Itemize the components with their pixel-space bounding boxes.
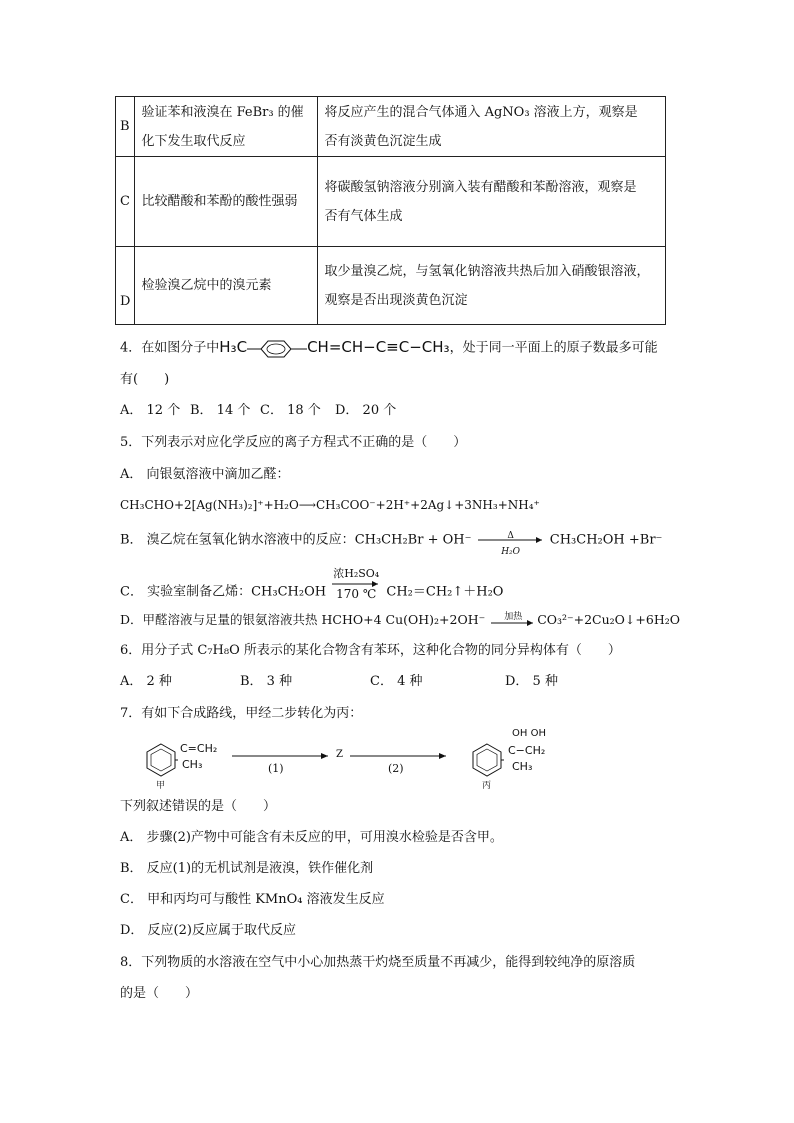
method-text-line: 将碳酸氢钠溶液分别滴入装有醋酸和苯酚溶液，观察是 — [324, 179, 637, 195]
reaction-arrow — [330, 567, 382, 602]
arrow-icon — [489, 611, 537, 631]
option-letter: C — [116, 157, 135, 247]
table-row — [116, 97, 666, 157]
question-7-stem: 7．有如下合成路线，甲经二步转化为丙： — [120, 706, 363, 721]
q5-d-reactants: D．甲醛溶液与足量的银氨溶液共热 HCHO+4 Cu(OH)₂+2OH⁻ — [120, 612, 486, 627]
jia-substituent: C=CH₂ — [180, 742, 218, 755]
intermediate-label: Z — [336, 749, 343, 760]
option-letter: D — [116, 247, 135, 325]
step-2-label: (2) — [388, 762, 404, 775]
arrow-condition-top: 加热 — [504, 611, 523, 622]
question-8-line1: 8．下列物质的水溶液在空气中小心加热蒸干灼烧至质量不再减少，能得到较纯净的原溶质 — [120, 955, 636, 970]
q5-option-c — [120, 567, 504, 603]
option-d: D． 反应(2)反应属于取代反应 — [120, 923, 296, 938]
q5-c-reactant: CH₃CH₂OH — [251, 584, 327, 600]
step-1-label: (1) — [268, 762, 284, 775]
option-c: C． 18 个 — [260, 403, 321, 418]
experiment-table — [115, 96, 666, 325]
option-a: A． 12 个 — [120, 403, 181, 418]
option-d: D． 20 个 — [335, 403, 397, 418]
benzene-ring-icon — [470, 742, 504, 778]
q5-c-products: CH₂＝CH₂↑＋H₂O — [386, 584, 504, 600]
molecule-structure — [219, 337, 449, 359]
goal-text-line: 验证苯和液溴在 FeBr₃ 的催 — [141, 104, 304, 120]
experiment-method — [318, 157, 666, 247]
benzene-ring-icon — [247, 339, 307, 359]
compound-bing-label: 丙 — [482, 781, 492, 791]
reaction-arrow — [489, 611, 537, 631]
arrow-icon — [350, 750, 450, 762]
method-text-line: 否有淡黄色沉淀生成 — [324, 133, 442, 149]
alkene-alkyne-chain: CH=CH−C≡C−CH₃ — [307, 338, 450, 356]
q4-suffix: ，处于同一平面上的原子数最多可能 — [449, 340, 658, 356]
question-4-options — [120, 401, 396, 421]
option-letter: B — [116, 97, 135, 157]
option-d: D． 5 种 — [505, 674, 558, 689]
question-8-line2: 的是（ ） — [120, 986, 199, 1001]
q5-d-products: CO₃²⁻+2Cu₂O↓+6H₂O — [537, 612, 680, 627]
goal-text-line: 比较醋酸和苯酚的酸性强弱 — [141, 194, 298, 209]
experiment-goal — [135, 247, 318, 325]
option-c: C． 甲和丙均可与酸性 KMnO₄ 溶液发生反应 — [120, 892, 385, 907]
q5-option-d — [120, 610, 680, 631]
method-text-line: 观察是否出现淡黄色沉淀 — [324, 292, 468, 308]
bing-methyl: CH₃ — [512, 760, 533, 773]
experiment-goal — [135, 157, 318, 247]
question-4-stem — [120, 337, 658, 359]
synthesis-scheme — [140, 728, 580, 794]
question-5-stem: 5．下列表示对应化学反应的离子方程式不正确的是（ ） — [120, 435, 467, 450]
q5-b-label: B． 溴乙烷在氢氧化钠水溶液中的反应： — [120, 532, 355, 548]
benzene-ring-icon — [144, 742, 178, 778]
option-b: B． 3 种 — [240, 674, 293, 689]
arrow-condition-top: 浓H₂SO₄ — [333, 567, 380, 580]
experiment-goal — [135, 97, 318, 157]
goal-text-line: 化下发生取代反应 — [141, 133, 246, 149]
q5-option-a-label: A． 向银氨溶液中滴加乙醛： — [120, 467, 290, 482]
question-6-stem: 6．用分子式 C₇H₈O 所表示的某化合物含有苯环，这种化合物的同分异构体有（ ） — [120, 643, 621, 658]
q5-option-a-equation: CH₃CHO+2[Ag(NH₃)₂]⁺+H₂O⟶CH₃COO⁻+2H⁺+2Ag↓+3NH₃+NH₄⁺ — [120, 498, 540, 512]
arrow-condition-bottom: H₂O — [501, 547, 521, 557]
arrow-condition-bottom: 170 ℃ — [336, 587, 377, 601]
option-b: B． 反应(1)的无机试剂是液溴，铁作催化剂 — [120, 861, 374, 876]
q4-prefix: 4．在如图分子中 — [120, 340, 220, 356]
goal-text-line: 检验溴乙烷中的溴元素 — [141, 278, 272, 293]
question-4-line2: 有( ) — [120, 372, 170, 387]
q5-b-products: CH₃CH₂OH +Br⁻ — [549, 532, 663, 548]
compound-jia-label: 甲 — [156, 781, 166, 791]
q5-option-b — [120, 530, 663, 557]
question-6-options — [120, 672, 558, 692]
option-c: C． 4 种 — [370, 674, 423, 689]
reaction-arrow — [476, 530, 546, 557]
jia-methyl: CH₃ — [182, 758, 203, 771]
arrow-icon — [232, 750, 332, 762]
option-a: A． 2 种 — [120, 674, 172, 689]
bing-substituent: C−CH₂ — [508, 744, 546, 757]
bing-hydroxyl-groups: OH OH — [512, 728, 546, 739]
experiment-method — [318, 247, 666, 325]
q5-c-label: C． 实验室制备乙烯： — [120, 584, 252, 600]
method-text-line: 否有气体生成 — [324, 208, 403, 224]
method-text-line: 将反应产生的混合气体通入 AgNO₃ 溶液上方，观察是 — [324, 104, 638, 120]
methyl-group: H₃C — [219, 338, 248, 356]
experiment-method — [318, 97, 666, 157]
option-a: A． 步骤(2)产物中可能含有未反应的甲，可用溴水检验是否含甲。 — [120, 830, 503, 845]
question-7-question: 下列叙述错误的是（ ） — [120, 799, 277, 814]
option-b: B． 14 个 — [190, 403, 251, 418]
method-text-line: 取少量溴乙烷，与氢氧化钠溶液共热后加入硝酸银溶液， — [324, 263, 650, 279]
table-row — [116, 247, 666, 325]
arrow-condition-top: Δ — [507, 531, 514, 541]
table-row — [116, 157, 666, 247]
q5-b-reactants: CH₃CH₂Br + OH⁻ — [354, 532, 472, 548]
